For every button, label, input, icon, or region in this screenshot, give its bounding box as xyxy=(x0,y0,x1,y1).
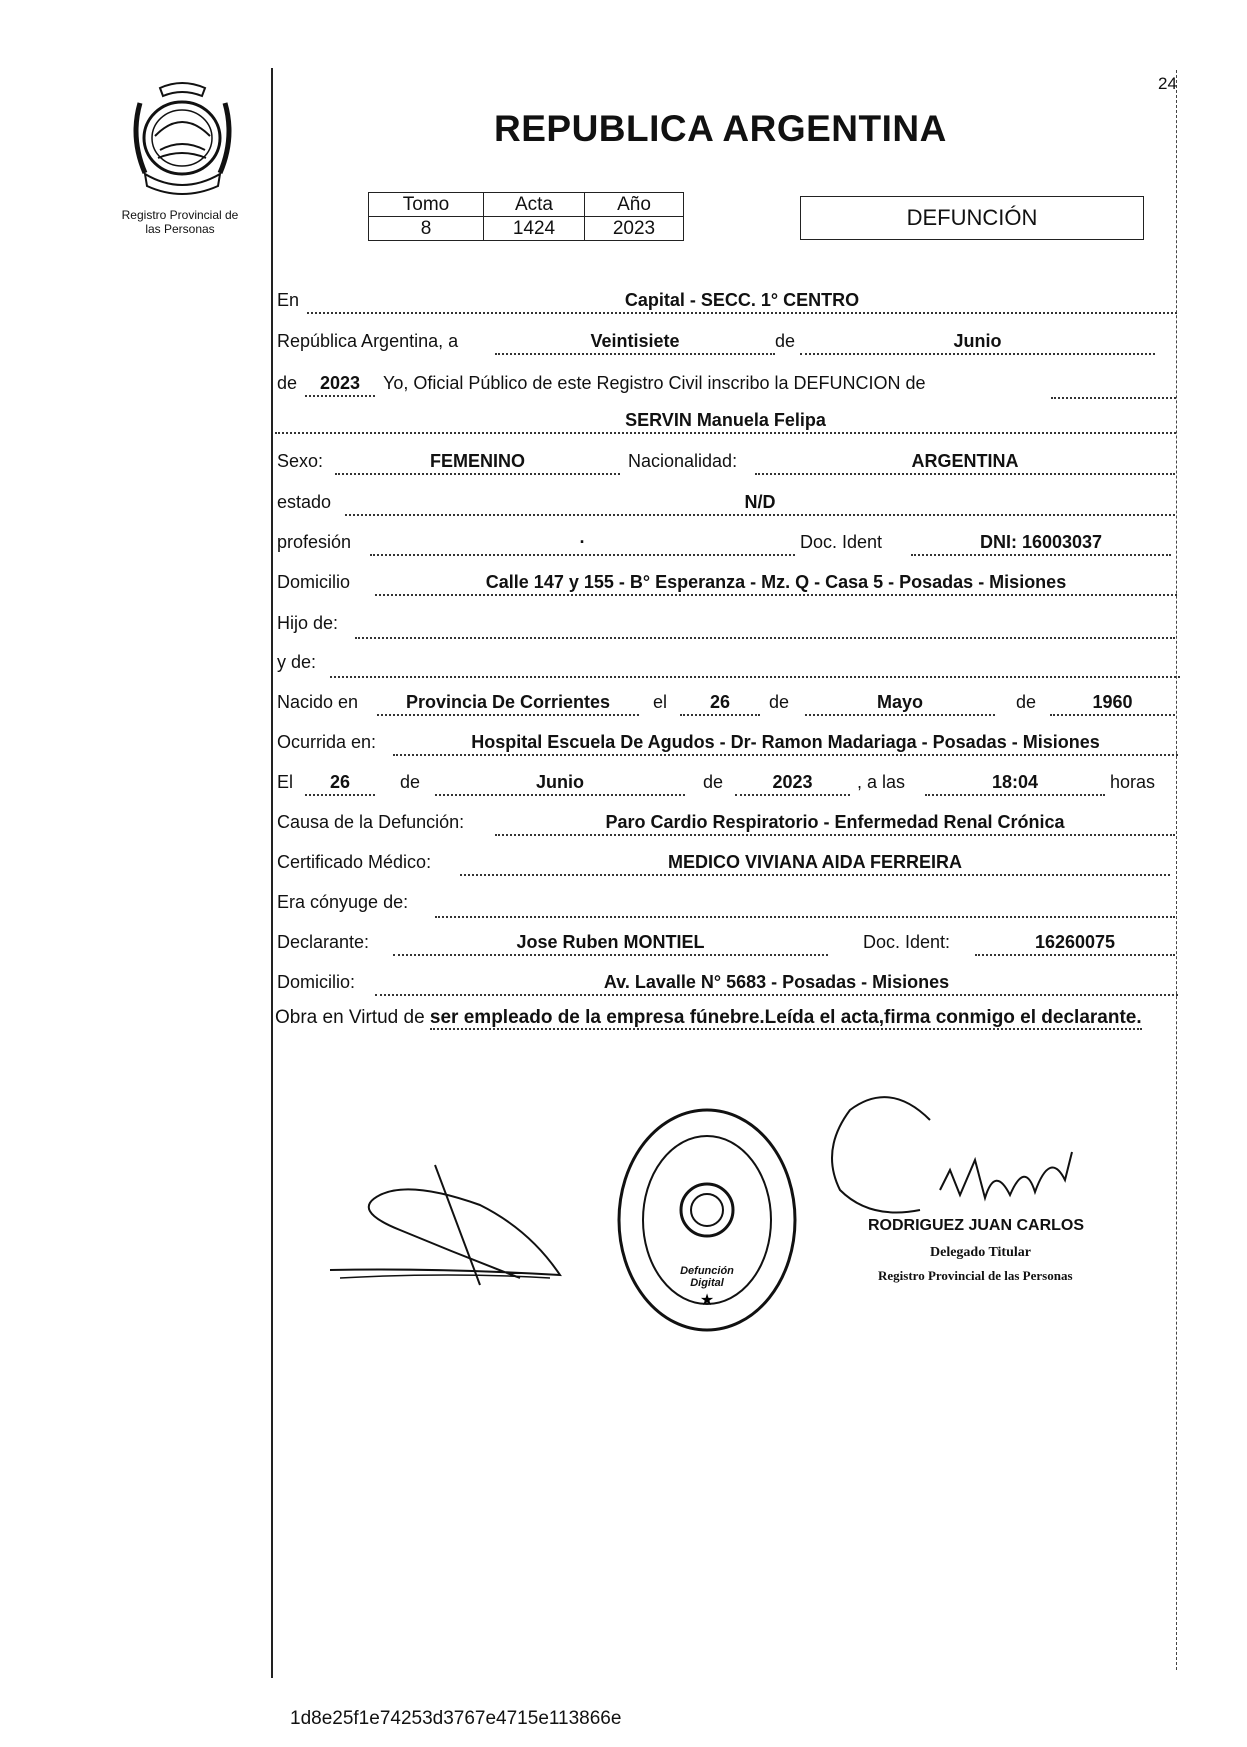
day-text: Veintisiete xyxy=(495,331,775,355)
nacido-dia: 26 xyxy=(680,692,760,716)
page-number: 24 xyxy=(1158,74,1177,93)
conyuge-line xyxy=(435,916,1175,918)
row-y-de xyxy=(275,652,1180,682)
row-decl-domicilio xyxy=(275,972,1180,1002)
de-label: de xyxy=(775,331,796,351)
fallec-de1: de xyxy=(400,772,421,792)
inscribo-text: Yo, Oficial Público de este Registro Civil inscribo la DEFUNCION de xyxy=(383,373,926,393)
en-label: En xyxy=(277,290,300,310)
certificado-label: Certificado Médico: xyxy=(277,852,432,872)
fallec-hora: 18:04 xyxy=(925,772,1105,796)
sexo-value: FEMENINO xyxy=(335,451,620,475)
obra-value: ser empleado de la empresa fúnebre.Leída el acta,firma conmigo el declarante. xyxy=(429,1007,1142,1028)
row-ocurrida xyxy=(275,732,1180,762)
nacido-de1: de xyxy=(769,692,790,712)
sexo-label: Sexo: xyxy=(277,451,324,471)
domicilio-value: Calle 147 y 155 - B° Esperanza - Mz. Q - Casa 5 - Posadas - Misiones xyxy=(375,572,1177,596)
declarant-signature xyxy=(320,1150,570,1290)
organization-name: Registro Provincial de las Personas xyxy=(121,208,239,236)
row-causa xyxy=(275,812,1180,842)
row-nombre xyxy=(275,410,1180,440)
ocurrida-value: Hospital Escuela De Agudos - Dr- Ramon Madariaga - Posadas - Misiones xyxy=(393,732,1178,756)
row-fallecimiento xyxy=(275,772,1180,802)
declarante-value: Jose Ruben MONTIEL xyxy=(393,932,828,956)
declarante-label: Declarante: xyxy=(277,932,370,952)
ocurrida-label: Ocurrida en: xyxy=(277,732,377,752)
province-emblem xyxy=(120,78,245,198)
nacido-lugar: Provincia De Corrientes xyxy=(377,692,639,716)
certificado-value: MEDICO VIVIANA AIDA FERREIRA xyxy=(460,852,1170,876)
acta-value: 1424 xyxy=(484,217,585,241)
signatory-name: RODRIGUEZ JUAN CARLOS xyxy=(868,1217,1085,1234)
nacido-anio: 1960 xyxy=(1050,692,1175,716)
el-label: el xyxy=(653,692,668,712)
causa-label: Causa de la Defunción: xyxy=(277,812,465,832)
signatory-institution: Registro Provincial de las Personas xyxy=(878,1268,1073,1283)
anio-value: 2023 xyxy=(585,217,684,241)
decl-doc-value: 16260075 xyxy=(975,932,1175,956)
profesion-label: profesión xyxy=(277,532,352,552)
nacionalidad-label: Nacionalidad: xyxy=(628,451,738,471)
official-signature xyxy=(810,1080,1130,1230)
stamp-inner-text: Defunción Digital xyxy=(680,1265,734,1289)
obra-en-virtud xyxy=(275,1005,1185,1031)
nacido-mes: Mayo xyxy=(805,692,995,716)
estado-label: estado xyxy=(277,492,332,512)
estado-value: N/D xyxy=(345,492,1175,516)
signatory-role: Delegado Titular xyxy=(930,1245,1031,1260)
year: 2023 xyxy=(305,373,375,397)
y-de-label: y de: xyxy=(277,652,317,672)
left-margin-rule xyxy=(271,68,273,1678)
row-hijo-de xyxy=(275,613,1180,643)
row-en xyxy=(275,290,1180,320)
nacionalidad-value: ARGENTINA xyxy=(755,451,1175,475)
hijo-de-line xyxy=(355,637,1175,639)
acta-header: Acta xyxy=(484,193,585,217)
row-inscribo xyxy=(275,373,1180,403)
horas-label: horas xyxy=(1110,772,1156,792)
row-sexo xyxy=(275,451,1180,481)
doc-ident-value: DNI: 16003037 xyxy=(911,532,1171,556)
page-title: REPUBLICA ARGENTINA xyxy=(494,108,947,149)
row-conyuge xyxy=(275,892,1180,922)
row-declarante xyxy=(275,932,1180,962)
tomo-value: 8 xyxy=(369,217,484,241)
causa-value: Paro Cardio Respiratorio - Enfermedad Renal Crónica xyxy=(495,812,1175,836)
acta-table xyxy=(368,192,684,241)
inscribo-line xyxy=(1051,397,1176,399)
el2-label: El xyxy=(277,772,294,792)
fallec-de2: de xyxy=(703,772,724,792)
row-profesion xyxy=(275,532,1180,562)
fallec-mes: Junio xyxy=(435,772,685,796)
fallec-anio: 2023 xyxy=(735,772,850,796)
decl-doc-label: Doc. Ident: xyxy=(863,932,951,952)
month-text: Junio xyxy=(800,331,1155,355)
en-value: Capital - SECC. 1° CENTRO xyxy=(307,290,1177,314)
decl-dom-label: Domicilio: xyxy=(277,972,356,992)
decl-dom-value: Av. Lavalle N° 5683 - Posadas - Misiones xyxy=(375,972,1178,996)
row-certificado xyxy=(275,852,1180,882)
hijo-de-label: Hijo de: xyxy=(277,613,339,633)
record-type-box: DEFUNCIÓN xyxy=(800,196,1144,240)
domicilio-label: Domicilio xyxy=(277,572,351,592)
row-estado xyxy=(275,492,1180,522)
nacido-label: Nacido en xyxy=(277,692,359,712)
conyuge-label: Era cónyuge de: xyxy=(277,892,409,912)
tomo-header: Tomo xyxy=(369,193,484,217)
official-stamp xyxy=(612,1105,802,1335)
obra-label: Obra en Virtud de xyxy=(275,1007,425,1028)
republica-label: República Argentina, a xyxy=(277,331,459,351)
row-domicilio xyxy=(275,572,1180,602)
anio-header: Año xyxy=(585,193,684,217)
doc-ident-label: Doc. Ident xyxy=(800,532,883,552)
a-las-label: , a las xyxy=(857,772,906,792)
nacido-de2: de xyxy=(1016,692,1037,712)
row-nacido xyxy=(275,692,1180,722)
profesion-value: · xyxy=(370,532,795,556)
document-hash: 1d8e25f1e74253d3767e4715e113866e xyxy=(290,1708,622,1729)
deceased-name: SERVIN Manuela Felipa xyxy=(275,410,1176,434)
y-de-line xyxy=(330,676,1180,678)
year-prefix: de xyxy=(277,373,298,393)
svg-text:★: ★ xyxy=(699,1292,715,1309)
fallec-dia: 26 xyxy=(305,772,375,796)
row-fecha xyxy=(275,331,1180,361)
